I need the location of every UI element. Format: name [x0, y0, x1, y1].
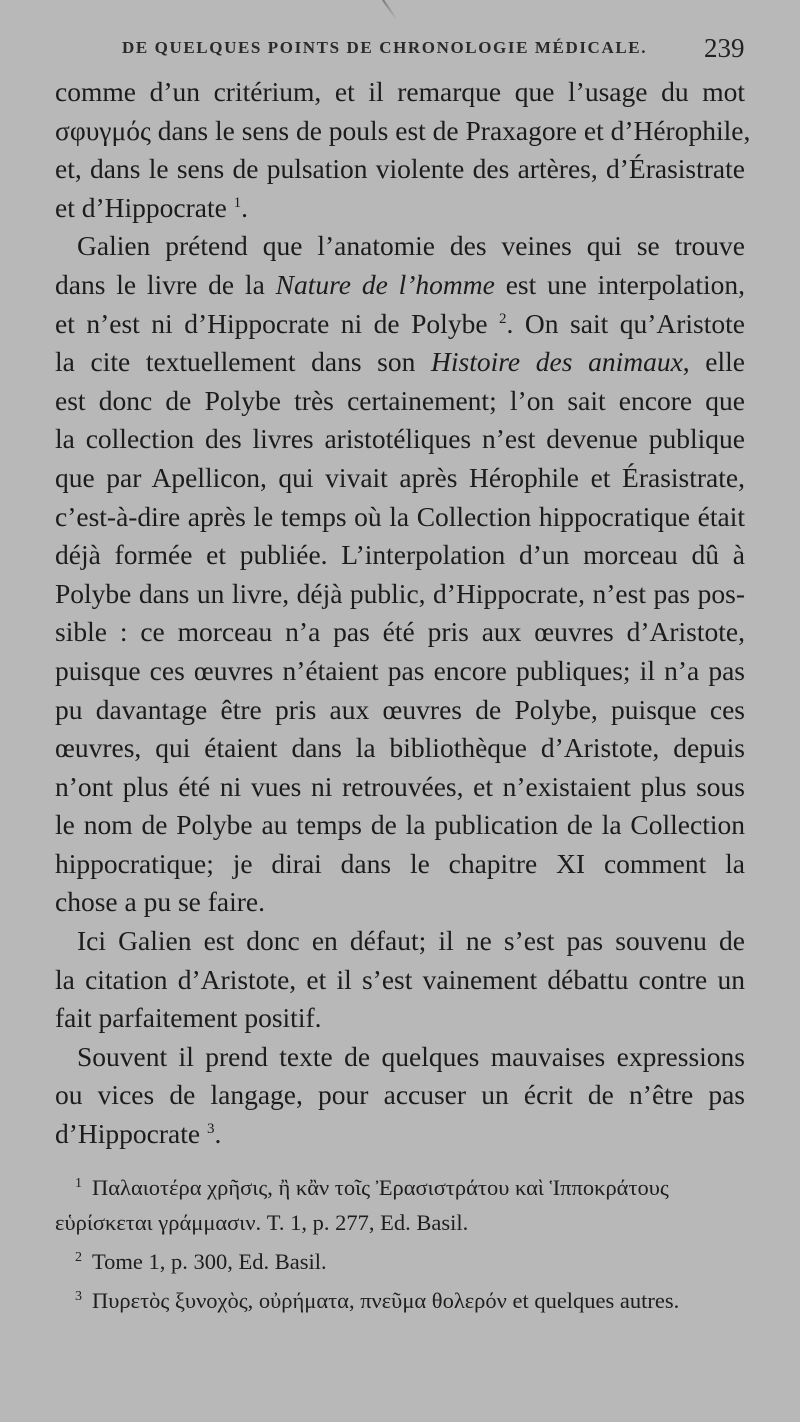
text-line: pu davantage être pris aux œuvres de Polybe, puisque ces: [55, 693, 745, 725]
text-line: c’est-à-dire après le temps où la Collection hippocratique était: [55, 500, 745, 532]
text-fragment: la cite textuellement dans son: [55, 346, 416, 378]
footnote-mark: 3: [75, 1289, 82, 1304]
text-line: que par Apellicon, qui vivait après Hérophile et Érasistrate,: [55, 461, 745, 493]
text-line: [55, 305, 745, 344]
footnote: [55, 1166, 745, 1205]
text-fragment: est une interpolation,: [505, 268, 746, 300]
text-fragment: dans le livre de la: [55, 268, 265, 300]
footnotes: [55, 1166, 745, 1318]
text-fragment: .: [214, 1118, 222, 1150]
text-fragment: .: [241, 191, 249, 223]
text-line: ou vices de langage, pour accuser un écrit de n’être pas: [55, 1079, 745, 1111]
text-line: et, dans le sens de pulsation violente des artères, d’Érasistrate: [55, 153, 745, 185]
text-line: Souvent il prend texte de quelques mauvaises expressions: [77, 1040, 745, 1072]
paper-crease: [382, 0, 397, 20]
footnote-text: Πυρετὸς ξυνοχὸς, οὐρήματα, πνεῦμα θολερόν et quelques autres.: [92, 1288, 680, 1313]
text-fragment: d’Hippocrate: [55, 1118, 201, 1150]
text-line: le nom de Polybe au temps de la publication de la Collection: [55, 809, 745, 841]
text-line: σφυγμός dans le sens de pouls est de Praxagore et d’Hérophile,: [55, 114, 751, 146]
text-fragment: , elle: [682, 346, 745, 378]
book-title: Histoire des animaux: [431, 346, 683, 378]
text-line: déjà formée et publiée. L’interpolation d’un morceau dû à: [55, 539, 745, 571]
text-line: [55, 189, 745, 228]
text-line: sible : ce morceau n’a pas été pris aux œuvres d’Aristote,: [55, 616, 745, 648]
footnote-continuation: εὑρίσκεται γράμμασιν. T. 1, p. 277, Ed. Basil.: [55, 1210, 469, 1235]
text-line: [55, 1115, 745, 1154]
running-title: DE QUELQUES POINTS DE CHRONOLOGIE MÉDICALE.: [122, 38, 648, 57]
text-line: [55, 343, 745, 382]
text-line: la collection des livres aristotéliques n’est devenue publique: [55, 423, 745, 455]
text-line: comme d’un critérium, et il remarque que l’usage du mot: [55, 76, 745, 107]
text-line: Galien prétend que l’anatomie des veines qui se trouve: [77, 230, 745, 262]
text-line: Polybe dans un livre, déjà public, d’Hippocrate, n’est pas pos-: [55, 577, 745, 609]
page-header: [0, 30, 800, 70]
footnote: [55, 1240, 745, 1279]
footnote-reference: 2: [499, 310, 507, 327]
text-fragment: et d’Hippocrate: [55, 191, 227, 223]
text-line: œuvres, qui étaient dans la bibliothèque d’Aristote, depuis: [55, 732, 745, 764]
text-line: la citation d’Aristote, et il s’est vainement débattu contre un: [55, 963, 745, 995]
footnote-mark: 2: [75, 1250, 82, 1265]
footnote-mark: 1: [75, 1176, 82, 1191]
text-line: est donc de Polybe très certainement; l’on sait encore que: [55, 384, 745, 416]
footnote-text: Tome 1, p. 300, Ed. Basil.: [92, 1249, 327, 1274]
text-line: chose a pu se faire.: [55, 886, 265, 918]
footnote-text: Παλαιοτέρα χρῆσις, ἢ κἂν τοῖς Ἐρασιστράτου καὶ Ἱπποκράτους: [92, 1175, 669, 1200]
text-line: hippocratique; je dirai dans le chapitre XI comment la: [55, 847, 745, 879]
text-line: [55, 266, 745, 305]
text-line: Ici Galien est donc en défaut; il ne s’est pas souvenu de: [77, 925, 745, 957]
footnote: [55, 1279, 745, 1318]
text-line: puisque ces œuvres n’étaient pas encore publiques; il n’a pas: [55, 654, 745, 686]
book-title: Nature de l’homme: [275, 268, 495, 300]
text-fragment: . On sait qu’Aristote: [506, 307, 745, 339]
body-text: [55, 73, 751, 1154]
footnote-reference: 1: [233, 194, 242, 211]
text-line: n’ont plus été ni vues ni retrouvées, et n’existaient plus sous: [55, 770, 745, 802]
page-number: 239: [704, 33, 745, 63]
text-line: fait parfaitement positif.: [55, 1002, 322, 1034]
text-fragment: et n’est ni d’Hippocrate ni de Polybe: [55, 307, 488, 339]
footnote-reference: 3: [206, 1121, 215, 1138]
